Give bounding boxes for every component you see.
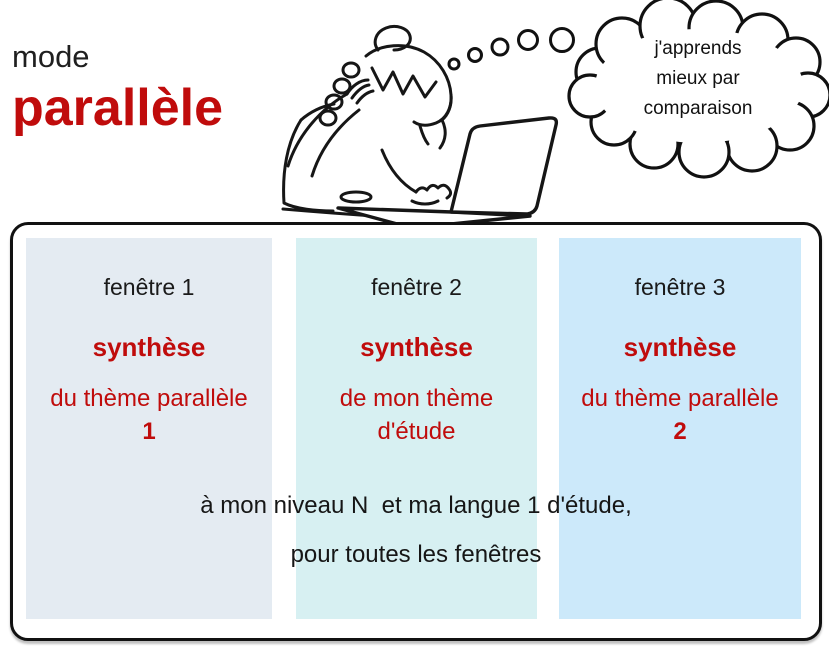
synthese-label: synthèse xyxy=(360,332,473,362)
synthese-label: synthèse xyxy=(623,332,737,362)
laptop-icon xyxy=(338,118,556,228)
footer-line-2: pour toutes les fenêtres xyxy=(290,541,542,568)
panel-detail-line1: du thème parallèle xyxy=(581,385,779,412)
mode-kicker: mode xyxy=(12,39,90,74)
bubble-line: mieux par xyxy=(656,68,740,89)
panel-detail-line1: de mon thème xyxy=(339,385,494,412)
thought-trail-icon xyxy=(449,29,574,70)
board-footer xyxy=(13,491,819,570)
bubble-line: j'apprends xyxy=(654,38,742,59)
panel-detail-line1: du thème parallèle xyxy=(50,385,248,412)
window-label: fenêtre 3 xyxy=(634,274,726,300)
window-label: fenêtre 1 xyxy=(103,274,195,300)
person-at-laptop-icon xyxy=(284,26,452,211)
synthese-label: synthèse xyxy=(92,332,206,362)
page-title: parallèle xyxy=(12,79,224,137)
title-block xyxy=(12,40,223,136)
panel-detail-line2: 1 xyxy=(142,418,156,445)
panel-detail-line2: 2 xyxy=(673,418,687,445)
footer-line-1: à mon niveau N et ma langue 1 d'étude, xyxy=(200,492,632,519)
bubble-line: comparaison xyxy=(643,98,753,119)
window-label: fenêtre 2 xyxy=(371,274,462,300)
thought-bubble-text xyxy=(600,34,796,124)
parallel-mode-board xyxy=(10,222,822,641)
panel-detail-line2: d'étude xyxy=(377,418,456,445)
